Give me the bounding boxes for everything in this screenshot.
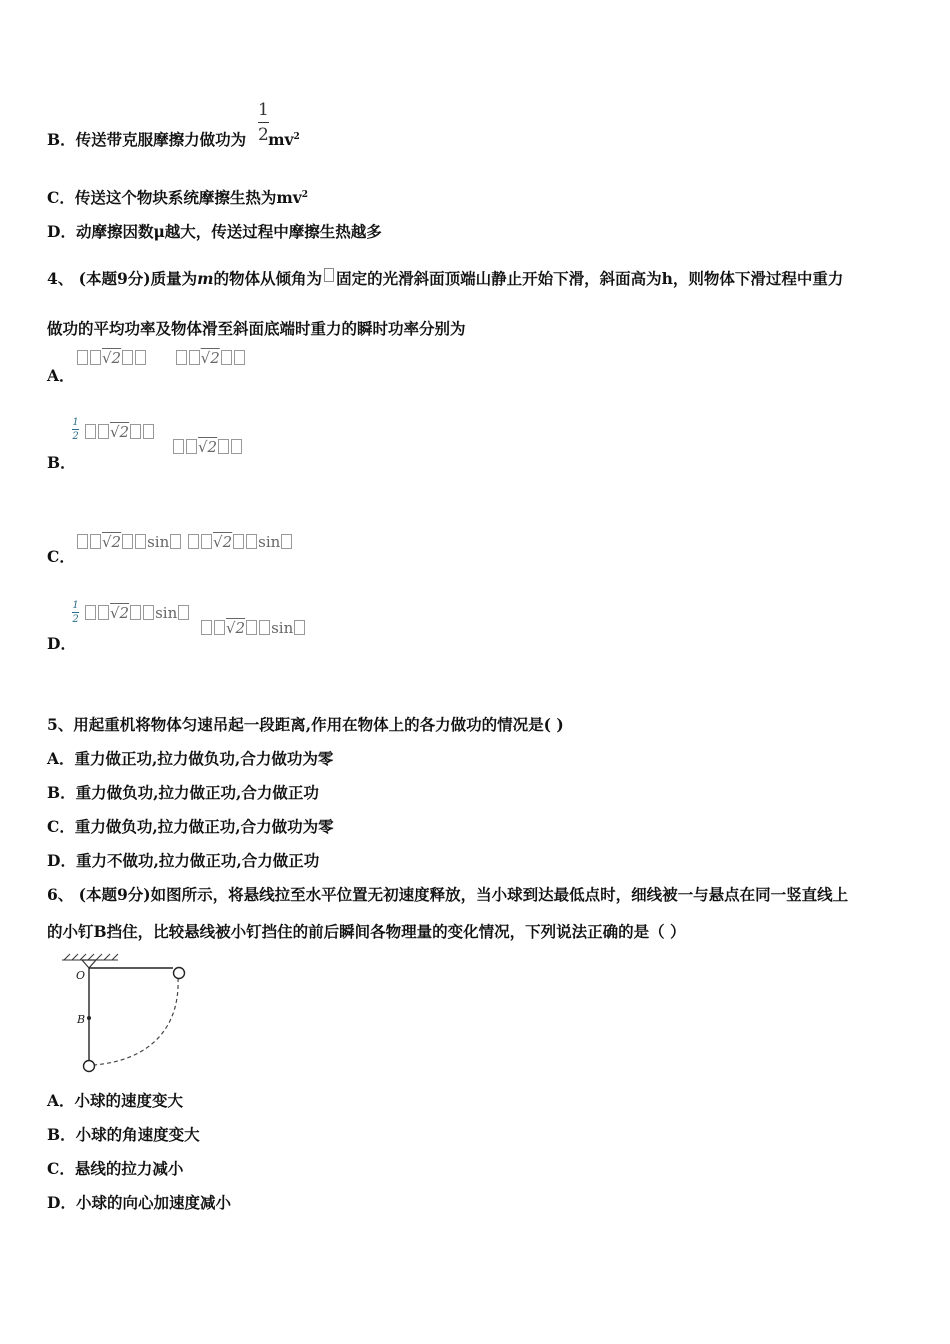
q5-option-b-text: 重力做负功,拉力做正功,合力做正功 [75, 783, 319, 802]
q3-option-c [47, 186, 308, 208]
ceiling-hatch [62, 954, 118, 960]
q4-option-b-label: B． [47, 453, 76, 472]
q6-option-d [47, 1191, 231, 1213]
q6-option-b [47, 1123, 200, 1145]
q3-option-b-sup: 2 [293, 131, 300, 142]
q6-option-d-text: 小球的向心加速度减小 [75, 1193, 231, 1212]
q4-stem-line1 [47, 267, 843, 289]
sqrt-term: √2 [102, 533, 122, 551]
nail-b-dot [87, 1016, 91, 1020]
q5-option-a-label: A． [47, 749, 75, 768]
q4-option-b-formula-1 [84, 423, 155, 441]
sqrt-term: √2 [226, 619, 246, 637]
q4-option-d-formula-1 [84, 604, 190, 622]
q6-option-c-text: 悬线的拉力减小 [74, 1159, 184, 1178]
label-o: O [76, 969, 86, 982]
q5-option-a-text: 重力做正功,拉力做负功,合力做功为零 [74, 749, 334, 768]
q5-option-b-label: B． [47, 783, 76, 802]
q6-stem-line2: 的小钉B挡住，比较悬线被小钉挡住的前后瞬间各物理量的变化情况，下列说法正确的是（ ） [47, 922, 686, 941]
swing-arc [94, 978, 178, 1065]
fraction-denominator: 2 [258, 125, 269, 145]
q3-option-d-label: D． [47, 222, 76, 241]
ball-bottom [84, 1061, 95, 1072]
q3-option-c-sup: 2 [301, 189, 309, 200]
angle-placeholder-icon [324, 268, 334, 282]
q3-option-d [47, 220, 382, 242]
sin-term: sin [155, 604, 178, 622]
q3-option-c-text: 传送这个物块系统摩擦生热为mv [74, 188, 302, 207]
q5-option-c [47, 815, 334, 837]
q5-option-d-label: D． [47, 851, 76, 870]
q6-option-c-label: C． [47, 1159, 75, 1178]
sqrt-term: √2 [213, 533, 233, 551]
q4-option-d-label: D． [47, 634, 76, 653]
sin-term: sin [258, 533, 281, 551]
q6-option-d-label: D． [47, 1193, 76, 1212]
q4-option-a-label: A． [47, 366, 75, 385]
pivot-mount [82, 960, 96, 968]
pendulum-figure [58, 950, 208, 1075]
sin-term: sin [271, 619, 294, 637]
half-fraction: 1 2 [72, 417, 79, 442]
q5-option-a [47, 747, 333, 769]
q3-option-b-label: B． [47, 130, 76, 149]
q6-option-a-text: 小球的速度变大 [74, 1091, 184, 1110]
q6-option-a-label: A． [47, 1091, 75, 1110]
q3-option-b-text: 传送带克服摩擦力做功为 [75, 130, 247, 149]
q3-option-c-label: C． [47, 188, 75, 207]
q6-option-b-label: B． [47, 1125, 76, 1144]
q5-option-d-text: 重力不做功,拉力做正功,合力做正功 [75, 851, 320, 870]
q6-stem-line1: 6、 (本题9分)如图所示，将悬线拉至水平位置无初速度释放，当小球到达最低点时，细线被一与悬点在同一竖直线上 [47, 885, 849, 904]
q5-option-b [47, 781, 319, 803]
sqrt-term: √2 [102, 349, 122, 367]
sqrt-term: √2 [200, 349, 220, 367]
q4-mass-symbol: m [197, 269, 214, 288]
q4-stem-part-c: 固定的光滑斜面顶端山静止开始下滑，斜面高为h，则物体下滑过程中重力 [336, 269, 844, 288]
q5-option-c-label: C． [47, 817, 75, 836]
label-b: B [77, 1013, 86, 1026]
sqrt-term: √2 [110, 423, 130, 441]
fraction-numerator: 1 [258, 100, 269, 120]
q4-option-c-formula [76, 533, 293, 551]
q3-option-b-fraction [258, 100, 269, 145]
q4-stem-line2: 做功的平均功率及物体滑至斜面底端时重力的瞬时功率分别为 [47, 319, 466, 338]
q4-stem-part-b: 的物体从倾角为 [213, 269, 323, 288]
q4-option-b-formula-2 [172, 438, 243, 456]
sin-term: sin [147, 533, 170, 551]
half-fraction: 1 2 [72, 600, 79, 625]
q4-stem-part-a: 4、 (本题9分)质量为 [47, 269, 198, 288]
q6-option-a [47, 1089, 183, 1111]
q6-option-c [47, 1157, 183, 1179]
q3-option-b-tail: mv [268, 130, 294, 149]
q5-option-d [47, 849, 319, 871]
q6-option-b-text: 小球的角速度变大 [75, 1125, 200, 1144]
q5-option-c-text: 重力做负功,拉力做正功,合力做功为零 [74, 817, 334, 836]
sqrt-term: √2 [198, 438, 218, 456]
q5-stem: 5、用起重机将物体匀速吊起一段距离,作用在物体上的各力做功的情况是( ) [47, 715, 564, 734]
q4-option-a-formula [76, 349, 246, 367]
ball-start [174, 968, 185, 979]
q4-option-c-label: C． [47, 547, 75, 566]
q4-option-d-formula-2 [200, 619, 306, 637]
sqrt-term: √2 [110, 604, 130, 622]
q3-option-d-text: 动摩擦因数μ越大，传送过程中摩擦生热越多 [75, 222, 382, 241]
